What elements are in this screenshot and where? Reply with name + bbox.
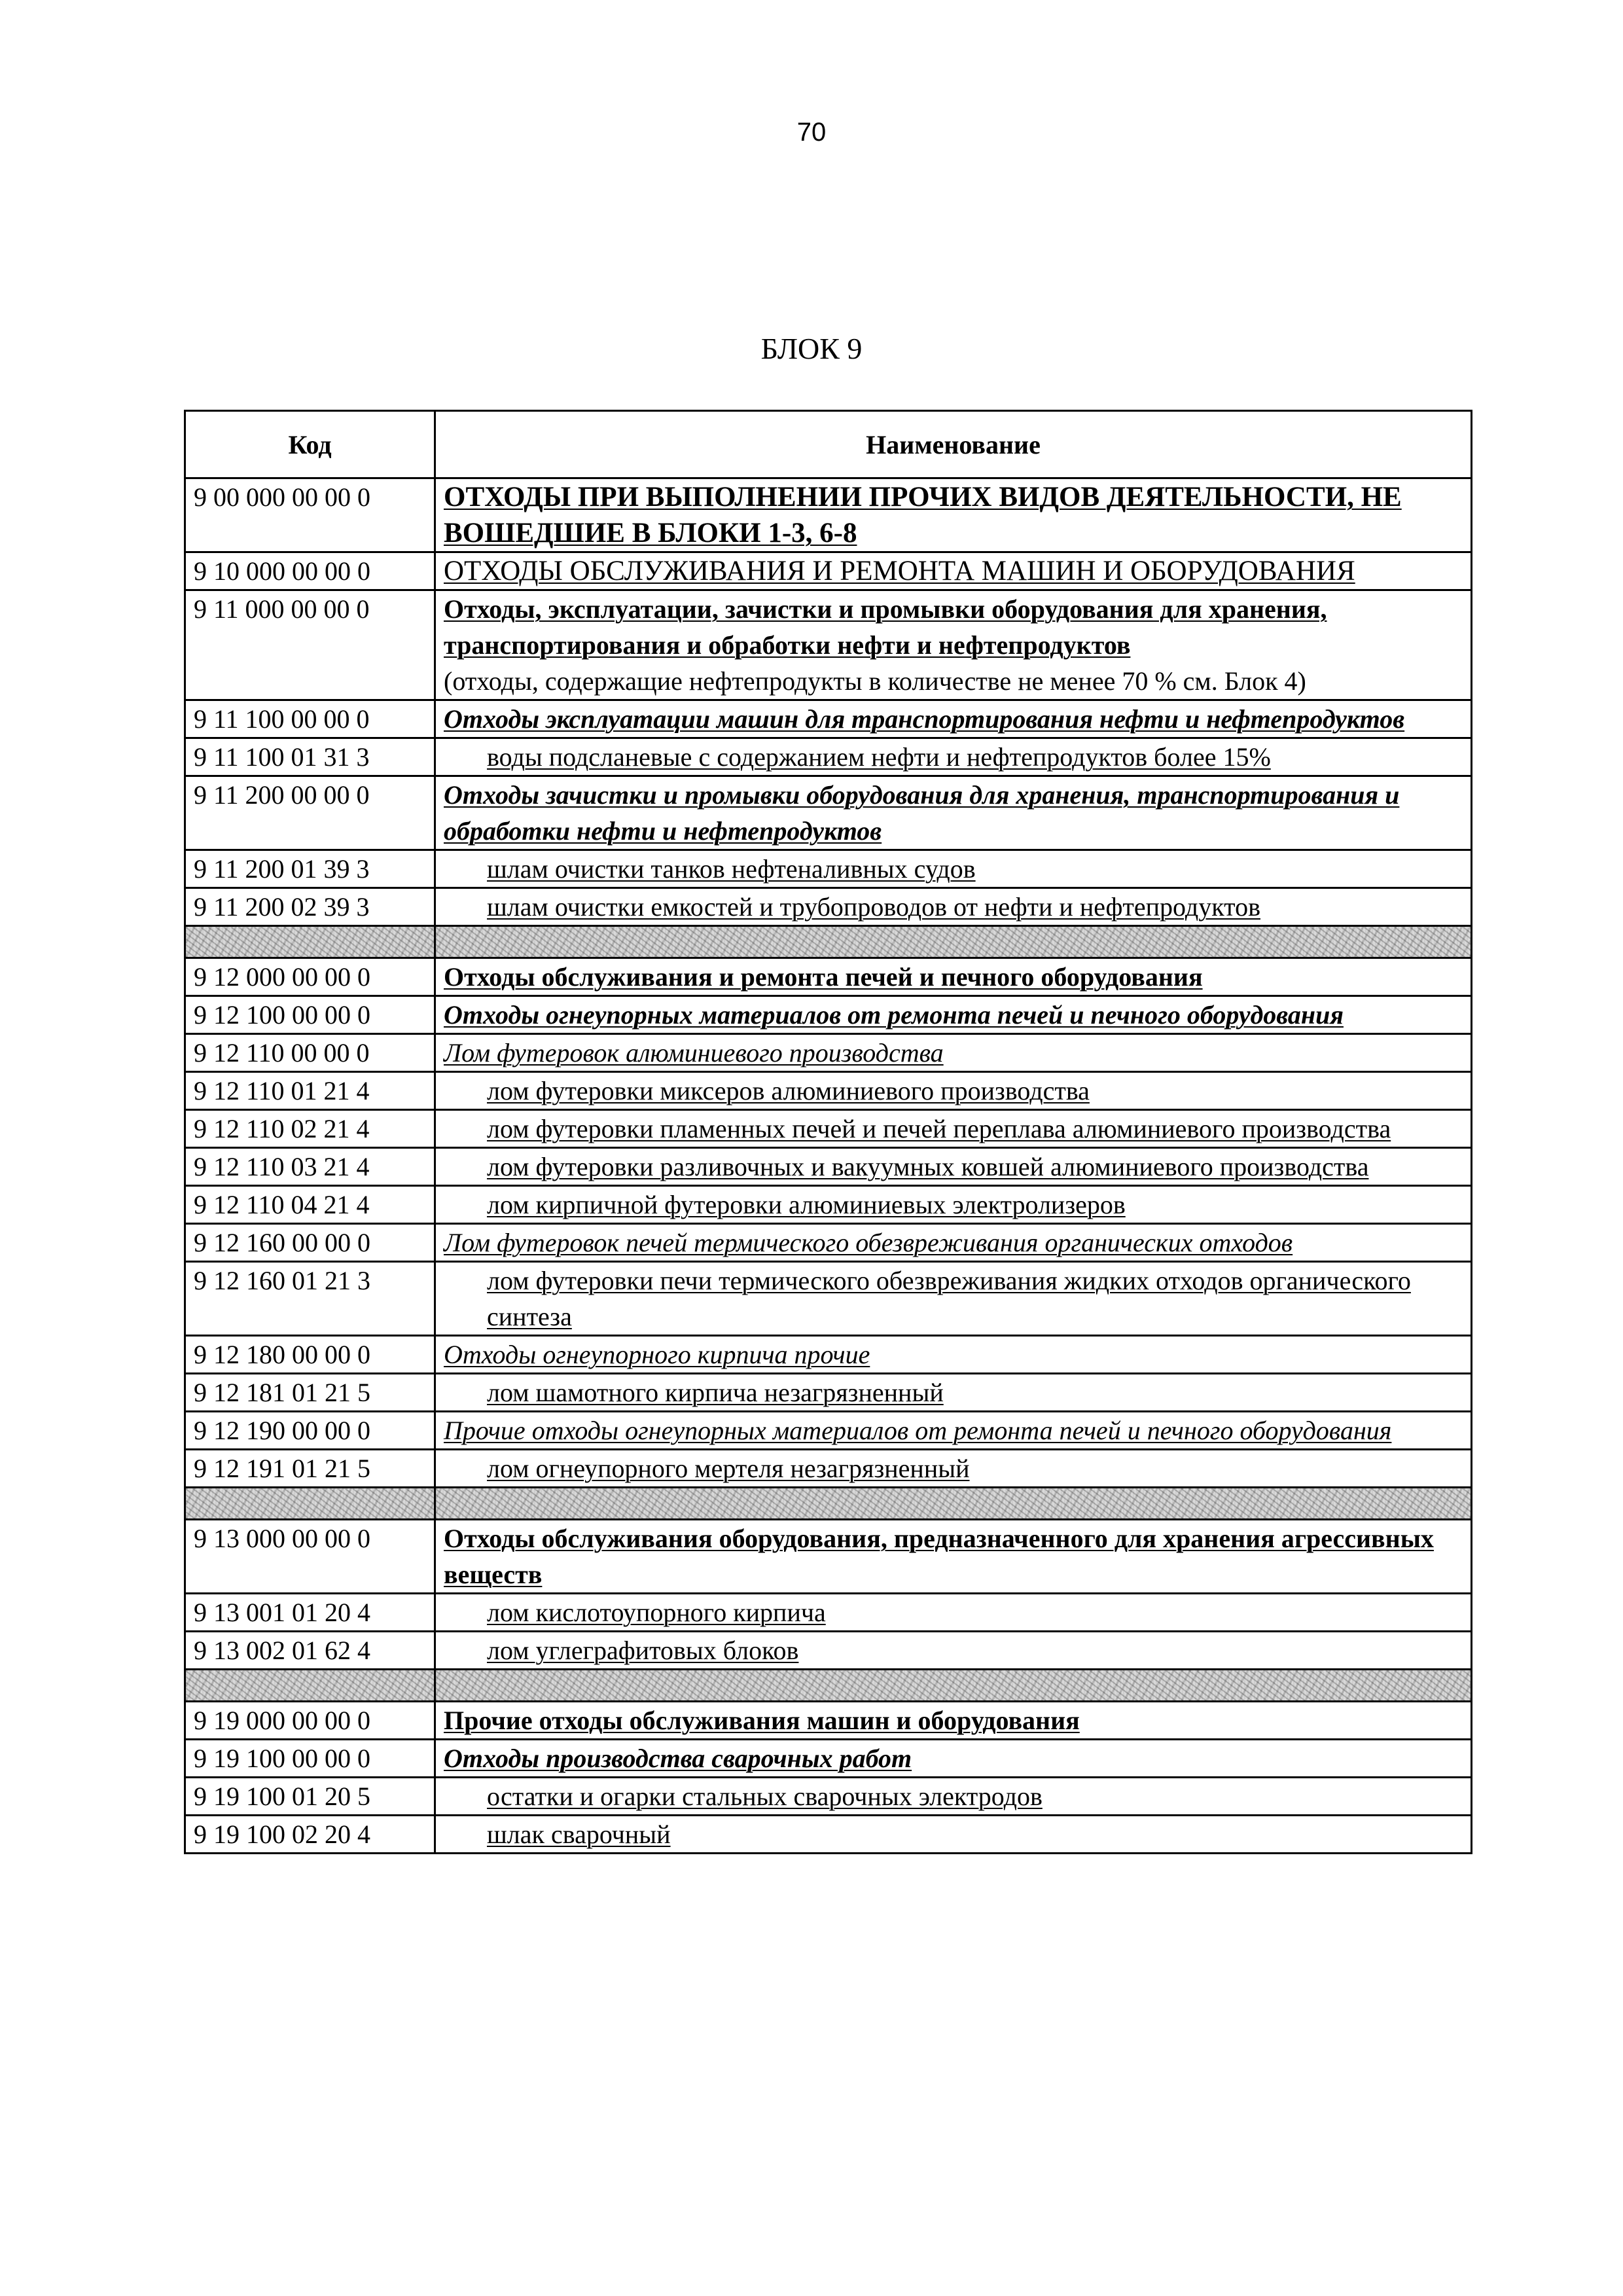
separator-cell (435, 1488, 1472, 1520)
separator-cell (435, 1670, 1472, 1702)
column-header-name: Наименование (435, 411, 1472, 478)
waste-name-text: Отходы эксплуатации машин для транспортирования нефти и нефтепродуктов (444, 704, 1405, 734)
waste-name-text: шлам очистки емкостей и трубопроводов от нефти и нефтепродуктов (487, 892, 1260, 922)
table-row (185, 700, 1472, 738)
waste-name-text: Лом футеровок печей термического обезвреживания органических отходов (444, 1228, 1293, 1257)
waste-name-text: Отходы производства сварочных работ (444, 1744, 912, 1773)
waste-name-text: Отходы, эксплуатации, зачистки и промывки оборудования для хранения, транспортирования и обработки нефти и нефтепродуктов (444, 594, 1327, 660)
waste-name-cell (435, 1374, 1472, 1412)
waste-name-text: лом огнеупорного мертеля незагрязненный (487, 1454, 970, 1483)
waste-code-cell: 9 11 000 00 00 0 (185, 590, 435, 700)
waste-code-cell: 9 12 191 01 21 5 (185, 1450, 435, 1488)
waste-code-cell: 9 11 200 01 39 3 (185, 850, 435, 888)
waste-code-cell: 9 12 110 02 21 4 (185, 1110, 435, 1148)
waste-name-text: остатки и огарки стальных сварочных электродов (487, 1782, 1043, 1811)
waste-name-cell (435, 1072, 1472, 1110)
waste-name-cell (435, 776, 1472, 850)
waste-name-cell (435, 1702, 1472, 1740)
waste-name-text: воды подсланевые с содержанием нефти и нефтепродуктов более 15% (487, 742, 1271, 772)
section-separator-row (185, 1670, 1472, 1702)
waste-name-cell (435, 1778, 1472, 1816)
table-row (185, 1702, 1472, 1740)
waste-name-note: (отходы, содержащие нефтепродукты в количестве не менее 70 % см. Блок 4) (444, 666, 1306, 696)
page-number: 70 (796, 118, 827, 147)
separator-cell (185, 1670, 435, 1702)
waste-name-cell (435, 1816, 1472, 1854)
waste-code-cell: 9 12 190 00 00 0 (185, 1412, 435, 1450)
waste-code-cell: 9 12 000 00 00 0 (185, 958, 435, 996)
waste-classification-table (184, 410, 1472, 1854)
waste-name-text: Отходы зачистки и промывки оборудования для хранения, транспортирования и обработки нефти и нефтепродуктов (444, 780, 1400, 846)
table-row (185, 996, 1472, 1034)
waste-name-cell (435, 1450, 1472, 1488)
waste-name-cell (435, 1740, 1472, 1778)
waste-name-text: лом шамотного кирпича незагрязненный (487, 1378, 944, 1407)
waste-code-cell: 9 12 110 00 00 0 (185, 1034, 435, 1072)
waste-name-text: Отходы огнеупорных материалов от ремонта печей и печного оборудования (444, 1000, 1344, 1030)
waste-name-text: ОТХОДЫ ОБСЛУЖИВАНИЯ И РЕМОНТА МАШИН И ОБОРУДОВАНИЯ (444, 556, 1355, 586)
waste-code-cell: 9 12 110 03 21 4 (185, 1148, 435, 1186)
table-row (185, 590, 1472, 700)
waste-name-text: лом футеровки пламенных печей и печей переплава алюминиевого производства (487, 1114, 1391, 1143)
table-header-row (185, 411, 1472, 478)
table-row (185, 1450, 1472, 1488)
waste-code-cell: 9 19 000 00 00 0 (185, 1702, 435, 1740)
table-row (185, 1224, 1472, 1262)
section-separator-row (185, 1488, 1472, 1520)
waste-code-cell: 9 12 180 00 00 0 (185, 1336, 435, 1374)
table-row (185, 1072, 1472, 1110)
column-header-code: Код (185, 411, 435, 478)
table-row (185, 776, 1472, 850)
table-row (185, 1778, 1472, 1816)
waste-name-text: Лом футеровок алюминиевого производства (444, 1038, 944, 1067)
table-row (185, 1262, 1472, 1336)
waste-name-cell (435, 1262, 1472, 1336)
waste-code-cell: 9 12 181 01 21 5 (185, 1374, 435, 1412)
waste-code-cell: 9 19 100 01 20 5 (185, 1778, 435, 1816)
waste-code-cell: 9 00 000 00 00 0 (185, 478, 435, 552)
waste-name-cell (435, 1520, 1472, 1594)
table-row (185, 1520, 1472, 1594)
waste-name-cell (435, 850, 1472, 888)
waste-code-cell: 9 19 100 02 20 4 (185, 1816, 435, 1854)
block-title: БЛОК 9 (760, 332, 863, 365)
waste-name-cell (435, 1412, 1472, 1450)
waste-name-text: лом кислотоупорного кирпича (487, 1598, 826, 1627)
waste-code-cell: 9 12 100 00 00 0 (185, 996, 435, 1034)
table-row (185, 478, 1472, 552)
waste-name-text: лом кирпичной футеровки алюминиевых электролизеров (487, 1190, 1126, 1219)
waste-name-cell (435, 1186, 1472, 1224)
table-row (185, 1186, 1472, 1224)
waste-name-cell (435, 590, 1472, 700)
waste-code-cell: 9 11 200 02 39 3 (185, 888, 435, 926)
waste-name-text: Отходы обслуживания и ремонта печей и печного оборудования (444, 962, 1203, 992)
waste-name-cell (435, 1594, 1472, 1632)
separator-cell (185, 1488, 435, 1520)
waste-name-cell (435, 552, 1472, 590)
waste-name-text: ОТХОДЫ ПРИ ВЫПОЛНЕНИИ ПРОЧИХ ВИДОВ ДЕЯТЕЛЬНОСТИ, НЕ ВОШЕДШИЕ В БЛОКИ 1-3, 6-8 (444, 482, 1402, 548)
waste-name-text: Отходы обслуживания оборудования, предназначенного для хранения агрессивных веществ (444, 1524, 1434, 1589)
waste-name-cell (435, 738, 1472, 776)
waste-name-text: шлак сварочный (487, 1820, 671, 1849)
table-row (185, 888, 1472, 926)
waste-name-cell (435, 700, 1472, 738)
section-separator-row (185, 926, 1472, 958)
waste-name-cell (435, 1148, 1472, 1186)
waste-name-text: Прочие отходы огнеупорных материалов от ремонта печей и печного оборудования (444, 1416, 1392, 1445)
table-row (185, 1374, 1472, 1412)
table-row (185, 958, 1472, 996)
waste-name-text: Отходы огнеупорного кирпича прочие (444, 1340, 870, 1369)
waste-name-cell (435, 1336, 1472, 1374)
table-body (185, 478, 1472, 1854)
table-row (185, 850, 1472, 888)
table-row (185, 552, 1472, 590)
waste-code-cell: 9 11 100 00 00 0 (185, 700, 435, 738)
waste-name-cell (435, 996, 1472, 1034)
waste-code-cell: 9 11 100 01 31 3 (185, 738, 435, 776)
waste-code-cell: 9 12 160 01 21 3 (185, 1262, 435, 1336)
separator-cell (435, 926, 1472, 958)
table-row (185, 1412, 1472, 1450)
table-row (185, 1110, 1472, 1148)
table-row (185, 1594, 1472, 1632)
table-row (185, 1148, 1472, 1186)
table-row (185, 1816, 1472, 1854)
waste-name-cell (435, 1224, 1472, 1262)
table-row (185, 1740, 1472, 1778)
waste-name-cell (435, 1034, 1472, 1072)
waste-code-cell: 9 11 200 00 00 0 (185, 776, 435, 850)
table-row (185, 1336, 1472, 1374)
waste-name-cell (435, 1632, 1472, 1670)
waste-code-cell: 9 12 160 00 00 0 (185, 1224, 435, 1262)
table-row (185, 1632, 1472, 1670)
waste-code-cell: 9 19 100 00 00 0 (185, 1740, 435, 1778)
waste-name-text: лом футеровки печи термического обезвреживания жидких отходов органического синтеза (487, 1266, 1411, 1331)
waste-name-text: лом футеровки разливочных и вакуумных ковшей алюминиевого производства (487, 1152, 1369, 1181)
waste-code-cell: 9 10 000 00 00 0 (185, 552, 435, 590)
waste-name-cell (435, 1110, 1472, 1148)
waste-name-text: лом углеграфитовых блоков (487, 1636, 799, 1665)
table-row (185, 738, 1472, 776)
waste-name-text: Прочие отходы обслуживания машин и оборудования (444, 1706, 1080, 1735)
waste-code-cell: 9 13 001 01 20 4 (185, 1594, 435, 1632)
waste-code-cell: 9 12 110 01 21 4 (185, 1072, 435, 1110)
waste-name-cell (435, 478, 1472, 552)
waste-name-cell (435, 958, 1472, 996)
separator-cell (185, 926, 435, 958)
table-row (185, 1034, 1472, 1072)
waste-name-text: шлам очистки танков нефтеналивных судов (487, 854, 976, 884)
waste-code-cell: 9 12 110 04 21 4 (185, 1186, 435, 1224)
waste-code-cell: 9 13 000 00 00 0 (185, 1520, 435, 1594)
waste-name-cell (435, 888, 1472, 926)
waste-name-text: лом футеровки миксеров алюминиевого производства (487, 1076, 1090, 1105)
waste-code-cell: 9 13 002 01 62 4 (185, 1632, 435, 1670)
